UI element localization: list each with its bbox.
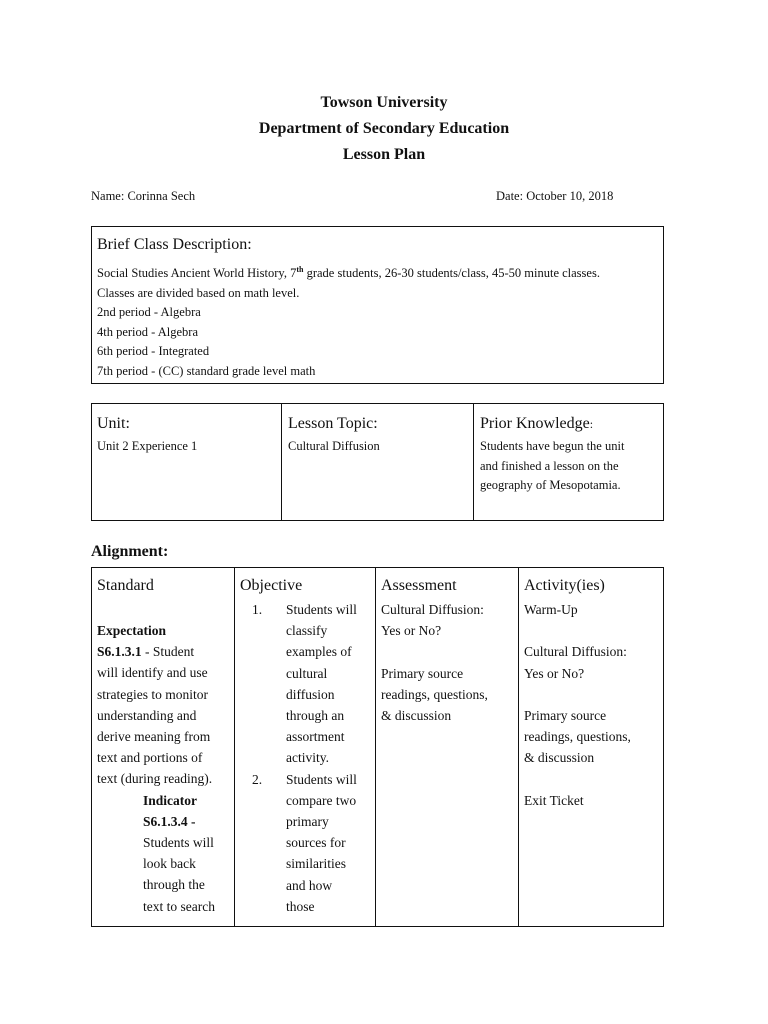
prior-knowledge-label	[480, 414, 593, 434]
prior-knowledge-text	[480, 437, 624, 496]
objective-item	[240, 599, 374, 769]
assessment-line: readings, questions,	[381, 686, 488, 702]
expectation-line: text (during reading).	[97, 771, 213, 787]
indicator-label: Indicator	[143, 792, 197, 808]
alignment-title: Alignment:	[91, 543, 169, 560]
objective-header: Objective	[240, 577, 303, 594]
prior-knowledge-cell	[474, 404, 664, 521]
document-title: Lesson Plan	[342, 146, 426, 163]
brief-line: 2nd period - Algebra	[97, 305, 201, 319]
column-divider	[518, 568, 519, 926]
expectation-line: strategies to monitor	[97, 686, 208, 702]
activity-line	[524, 769, 662, 790]
prior-line: Students have begun the unit	[480, 439, 625, 453]
objective-line: assortment	[286, 729, 345, 745]
expectation-line: text and portions of	[97, 750, 203, 766]
assessment-line	[381, 641, 515, 662]
expectation-line: will identify and use	[97, 665, 208, 681]
alignment-table	[91, 567, 664, 927]
activity-line: & discussion	[524, 750, 595, 766]
prior-knowledge-colon: :	[589, 417, 594, 431]
objective-number: 1.	[252, 602, 263, 617]
date-field: Date: October 10, 2018	[496, 189, 614, 203]
expectation-first-line	[97, 641, 231, 662]
lesson-topic-value: Cultural Diffusion	[288, 439, 380, 453]
activities-header: Activity(ies)	[524, 577, 605, 594]
activity-line	[524, 620, 662, 641]
objective-line: primary	[286, 814, 329, 830]
objective-item	[240, 769, 374, 917]
assessment-content	[381, 599, 515, 726]
activity-line: Exit Ticket	[524, 792, 584, 808]
indicator-block	[97, 790, 231, 917]
expectation-code: S6.1.3.1	[97, 644, 142, 660]
brief-description-box	[91, 226, 664, 384]
indicator-line: look back	[143, 856, 196, 872]
activity-line	[524, 684, 662, 705]
indicator-line: Students will	[143, 835, 214, 851]
university-title: Towson University	[320, 94, 448, 111]
objective-line: through an	[286, 708, 345, 724]
assessment-line: Cultural Diffusion:	[381, 602, 484, 617]
unit-value: Unit 2 Experience 1	[97, 439, 198, 453]
objective-line: and how	[286, 877, 333, 893]
unit-cell	[92, 404, 282, 521]
brief-line: Classes are divided based on math level.	[97, 285, 300, 300]
name-field: Name: Corinna Sech	[91, 189, 196, 203]
assessment-line: Primary source	[381, 665, 464, 681]
brief-description-title: Brief Class Description:	[97, 236, 252, 253]
objective-line: activity.	[286, 750, 329, 766]
brief-line: 4th period - Algebra	[97, 324, 199, 339]
activity-line: Cultural Diffusion:	[524, 644, 627, 660]
objective-line: similarities	[286, 856, 346, 872]
department-title: Department of Secondary Education	[258, 120, 510, 137]
assessment-line: & discussion	[381, 708, 452, 723]
objective-line: those	[286, 898, 315, 914]
unit-table	[91, 403, 664, 521]
expectation-dash: - Student	[141, 644, 195, 660]
objective-line: cultural	[286, 665, 328, 681]
objective-line: Students will	[286, 771, 357, 787]
objective-line: compare two	[286, 792, 357, 808]
activity-line: readings, questions,	[524, 729, 631, 745]
column-divider	[234, 568, 235, 926]
prior-knowledge-label-text: Prior Knowledge	[480, 415, 590, 432]
activity-line: Primary source	[524, 707, 607, 723]
objective-line: diffusion	[286, 686, 335, 702]
lesson-topic-cell	[282, 404, 474, 521]
objective-content	[240, 599, 374, 917]
brief-line-1	[97, 260, 662, 284]
assessment-header: Assessment	[381, 577, 457, 594]
standard-header: Standard	[97, 577, 154, 594]
standard-content	[97, 620, 231, 917]
indicator-code: S6.1.3.4 -	[143, 813, 196, 829]
lesson-topic-label: Lesson Topic:	[288, 415, 378, 432]
assessment-line: Yes or No?	[381, 623, 442, 639]
objective-line: sources for	[286, 835, 346, 851]
objective-number: 2.	[252, 771, 263, 787]
objective-line: examples of	[286, 644, 352, 660]
expectation-label: Expectation	[97, 623, 166, 638]
indicator-line: text to search	[143, 898, 215, 914]
activities-content	[524, 599, 662, 811]
brief-line-1-start: Social Studies Ancient World History, 7	[97, 266, 297, 280]
objective-text	[240, 599, 374, 769]
objective-text	[240, 769, 374, 917]
activity-line: Warm-Up	[524, 602, 578, 617]
unit-label: Unit:	[97, 415, 130, 432]
prior-line: and finished a lesson on the	[480, 458, 619, 473]
prior-line: geography of Mesopotamia.	[480, 478, 621, 492]
brief-line: 6th period - Integrated	[97, 344, 210, 358]
expectation-line: derive meaning from	[97, 729, 211, 745]
objective-line: classify	[286, 623, 328, 639]
objective-line: Students will	[286, 602, 357, 617]
brief-line: 7th period - (CC) standard grade level math	[97, 363, 316, 378]
indicator-line: through the	[143, 877, 205, 893]
brief-description-text	[97, 260, 662, 381]
brief-line-1-end: grade students, 26-30 students/class, 45-50 minute classes.	[303, 266, 600, 280]
activity-line: Yes or No?	[524, 665, 585, 681]
column-divider	[375, 568, 376, 926]
brief-line-1-sup: th	[296, 265, 304, 274]
expectation-line: understanding and	[97, 707, 197, 723]
